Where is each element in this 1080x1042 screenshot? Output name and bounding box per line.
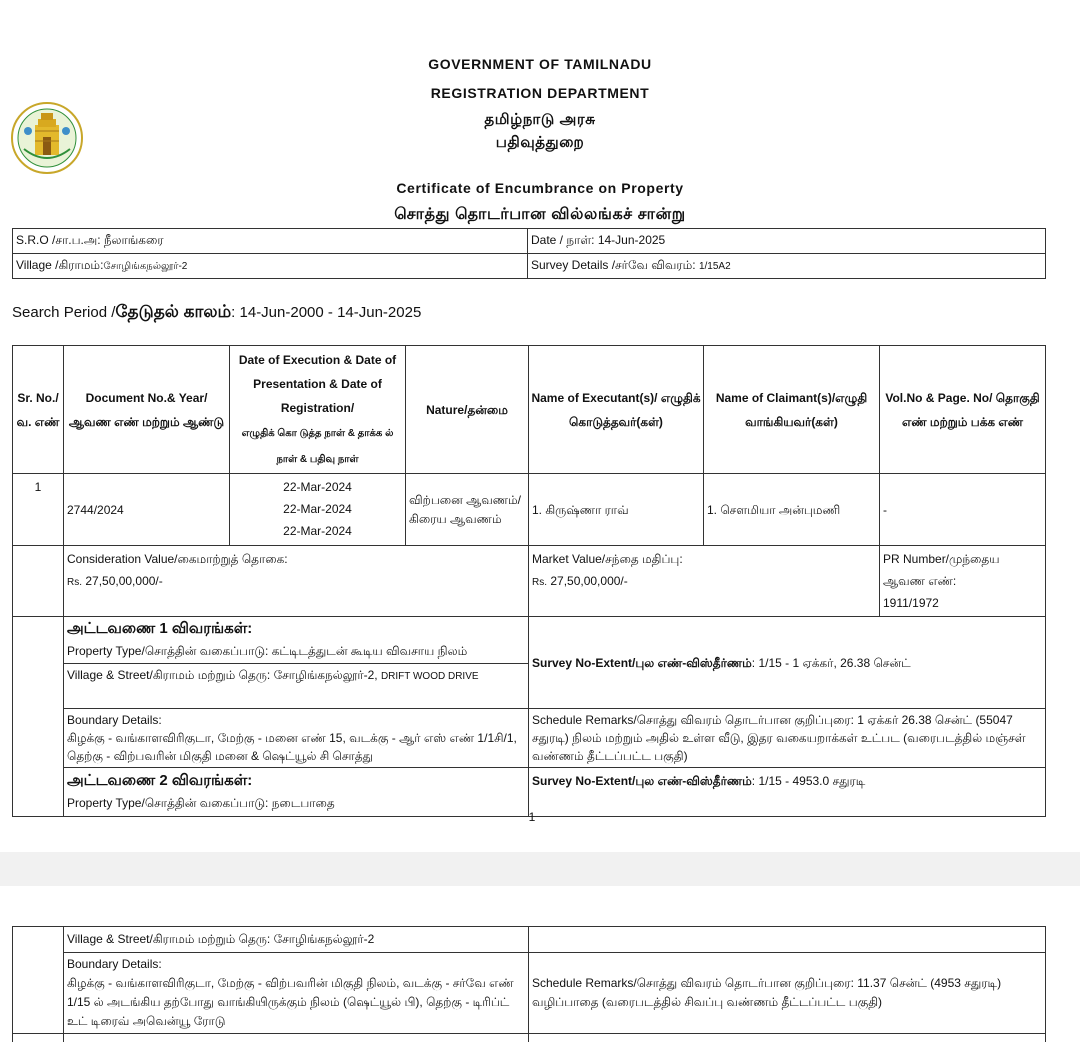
header-line-4: பதிவுத்துறை	[495, 134, 585, 151]
page-number: 1	[528, 810, 536, 824]
column-claimant: Name of Claimant(s)/எழுதி வாங்கியவர்(கள்)	[704, 346, 880, 474]
consideration-rs: Rs.	[67, 577, 82, 588]
encumbrance-table	[12, 345, 1046, 817]
survey-details-value: 1/15A2	[698, 261, 731, 272]
village-value: சோழிங்கநல்லூர்-2	[103, 261, 188, 272]
header-line-3: தமிழ்நாடு அரசு	[484, 111, 596, 128]
encumbrance-table-continued	[12, 926, 1046, 1042]
market-value-cell	[529, 546, 880, 617]
consideration-value-cell	[64, 546, 529, 617]
table-row	[13, 927, 1046, 953]
sro-value: நீலாங்கரை	[103, 233, 164, 247]
schedule-2-property-type: Property Type/சொத்தின் வகைப்பாடு: நடைபாதை	[67, 796, 335, 810]
schedule-2-title: அட்டவணை 2 விவரங்கள்:	[67, 772, 253, 789]
column-dates-ta: எழுதிக் கொ டுத்த நாள் & தாக்க ல் நாள் & பதிவு நாள்	[241, 427, 394, 465]
schedule-1-survey-label: Survey No-Extent/புல எண்-விஸ்தீர்ணம்	[532, 655, 752, 670]
schedule-1-title: அட்டவணை 1 விவரங்கள்:	[67, 620, 253, 637]
empty-cell	[64, 1034, 529, 1042]
pr-number-cell	[880, 546, 1046, 617]
schedule-1-boundary-text: கிழக்கு - வங்காளவிரிகுடா, மேற்கு - மனை எண் 15, வடக்கு - ஆர் எஸ் எண் 1/1சி/1, தெற்கு - விற்பவரின் மிகுதி மனை & ஷெட்யூல் சி சொத்து	[67, 731, 517, 763]
sro-cell	[13, 229, 528, 254]
certificate-title-ta: சொத்து தொடர்பான வில்லங்கச் சான்று	[394, 206, 686, 223]
search-period-value: : 14-Jun-2000 - 14-Jun-2025	[231, 304, 422, 321]
schedule-2-remarks-cell	[529, 953, 1046, 1034]
empty-cell	[529, 1034, 1046, 1042]
market-rs: Rs.	[532, 577, 547, 588]
header-line-2: REGISTRATION DEPARTMENT	[430, 85, 650, 101]
consideration-value: 27,50,00,000/-	[85, 574, 163, 588]
column-dates	[230, 346, 406, 474]
schedule-2-remarks-text: 11.37 சென்ட் (4953 சதுரடி) வழிப்பாதை (வரைபடத்தில் சிவப்பு வண்ணம் தீட்டப்பட்ட பகுதி)	[532, 976, 1002, 1009]
search-period-label: Search Period /	[12, 304, 116, 321]
empty-cell	[13, 546, 64, 617]
empty-cell	[13, 927, 64, 1034]
table-row	[13, 617, 1046, 709]
entry-document-no: 2744/2024	[64, 474, 230, 546]
schedule-2-boundary-cell	[64, 953, 529, 1034]
schedule-1-property-type: Property Type/சொத்தின் வகைப்பாடு: கட்டிடத்துடன் கூடிய விவசாய நிலம்	[67, 644, 468, 658]
consideration-label: Consideration Value/கைமாற்றுத் தொகை:	[67, 552, 288, 566]
empty-cell	[13, 1034, 64, 1042]
schedule-1-remarks-text: 1 ஏக்கர் 26.38 சென்ட் (55047 சதுரடி) நிலம் மற்றும் அதில் உள்ள வீடு, இதர வகையறாக்கள் உட்பட (வரைபடத்தில் மஞ்சள் வண்ணம் தீட்டப்பட்ட பகுதி)	[532, 713, 1026, 763]
entry-dates	[230, 474, 406, 546]
schedule-1-survey-value: : 1/15 - 1 ஏக்கர், 26.38 சென்ட்	[751, 655, 911, 670]
column-dates-en: Date of Execution & Date of Presentation & Date of Registration/	[238, 352, 397, 415]
schedule-1-boundary-label: Boundary Details:	[67, 713, 162, 727]
table-row	[13, 474, 1046, 546]
certificate-title-en: Certificate of Encumbrance on Property	[396, 180, 684, 196]
date-value: 14-Jun-2025	[597, 233, 666, 247]
schedule-1-remarks-label: Schedule Remarks/சொத்து விவரம் தொடர்பான குறிப்புரை:	[532, 713, 858, 727]
entry-nature: விற்பனை ஆவணம்/ கிரைய ஆவணம்	[406, 474, 529, 546]
schedule-1-boundary-cell	[64, 709, 529, 768]
column-document-no: Document No.& Year/ ஆவண எண் மற்றும் ஆண்டு	[64, 346, 230, 474]
entry-date-registration: 22-Mar-2024	[283, 524, 352, 538]
schedule-1-survey-cell	[529, 617, 1046, 709]
village-label: Village /கிராமம்:	[16, 258, 104, 272]
survey-details-label: Survey Details /சர்வே விவரம்:	[531, 258, 699, 272]
tamilnadu-emblem-icon	[10, 101, 84, 175]
empty-cell	[13, 617, 64, 817]
pr-label: PR Number/முந்தைய ஆவண எண்:	[883, 552, 1000, 588]
page-2	[0, 886, 1080, 1042]
entry-date-execution: 22-Mar-2024	[283, 480, 352, 494]
schedule-1-village-street-extra: DRIFT WOOD DRIVE	[380, 671, 479, 682]
entry-date-presentation: 22-Mar-2024	[283, 502, 352, 516]
survey-details-cell	[528, 254, 1046, 279]
schedule-1-village-street: Village & Street/கிராமம் மற்றும் தெரு: சோழிங்கநல்லூர்-2,	[67, 668, 381, 682]
market-label: Market Value/சந்தை மதிப்பு:	[532, 552, 683, 566]
office-info-table	[12, 228, 1046, 279]
entry-sr-no: 1	[13, 474, 64, 546]
empty-cell	[529, 927, 1046, 953]
schedule-1-left	[64, 617, 529, 709]
table-row	[13, 709, 1046, 768]
entry-claimant: 1. சௌமியா அன்புமணி	[704, 474, 880, 546]
page-separator	[0, 852, 1080, 886]
schedule-2-remarks-label: Schedule Remarks/சொத்து விவரம் தொடர்பான குறிப்புரை:	[532, 976, 858, 990]
column-executant: Name of Executant(s)/ எழுதிக் கொடுத்தவர்(கள்)	[529, 346, 704, 474]
schedule-2-village-street: Village & Street/கிராமம் மற்றும் தெரு: சோழிங்கநல்லூர்-2	[64, 927, 529, 953]
market-value: 27,50,00,000/-	[550, 574, 628, 588]
schedule-2-survey-value: : 1/15 - 4953.0 சதுரடி	[751, 774, 866, 788]
entry-vol-page: -	[880, 474, 1046, 546]
sro-label: S.R.O /சா.ப.அ:	[16, 233, 104, 247]
pr-value: 1911/1972	[883, 596, 939, 610]
table-row	[13, 953, 1046, 1034]
column-vol-page: Vol.No & Page. No/ தொகுதி எண் மற்றும் பக்க எண்	[880, 346, 1046, 474]
schedule-2-boundary-label: Boundary Details:	[67, 957, 162, 971]
search-period	[12, 302, 421, 324]
entry-executant: 1. கிருஷ்ணா ராவ்	[529, 474, 704, 546]
search-period-label-ta: தேடுதல் காலம்	[115, 302, 232, 321]
schedule-2-boundary-text: கிழக்கு - வங்காளவிரிகுடா, மேற்கு - விற்பவரின் மிகுதி நிலம், வடக்கு - சர்வே எண் 1/15 ல் அடங்கிய தற்போது வாங்கியிருக்கும் நிலம் (ஷெட்யூல் பி), தெற்கு - டிரிப்ட் உட் டிரைவ் அவென்யூ ரோடு	[67, 976, 514, 1028]
village-cell	[13, 254, 528, 279]
date-cell	[528, 229, 1046, 254]
table-row	[13, 1034, 1046, 1042]
schedule-2-survey-label: Survey No-Extent/புல எண்-விஸ்தீர்ணம்	[532, 774, 752, 788]
header-line-1: GOVERNMENT OF TAMILNADU	[428, 56, 652, 72]
column-sr-no: Sr. No./ வ. எண்	[13, 346, 64, 474]
date-label: Date / நாள்:	[531, 233, 598, 247]
schedule-1-remarks-cell	[529, 709, 1046, 768]
column-nature: Nature/தன்மை	[406, 346, 529, 474]
table-row	[13, 546, 1046, 617]
